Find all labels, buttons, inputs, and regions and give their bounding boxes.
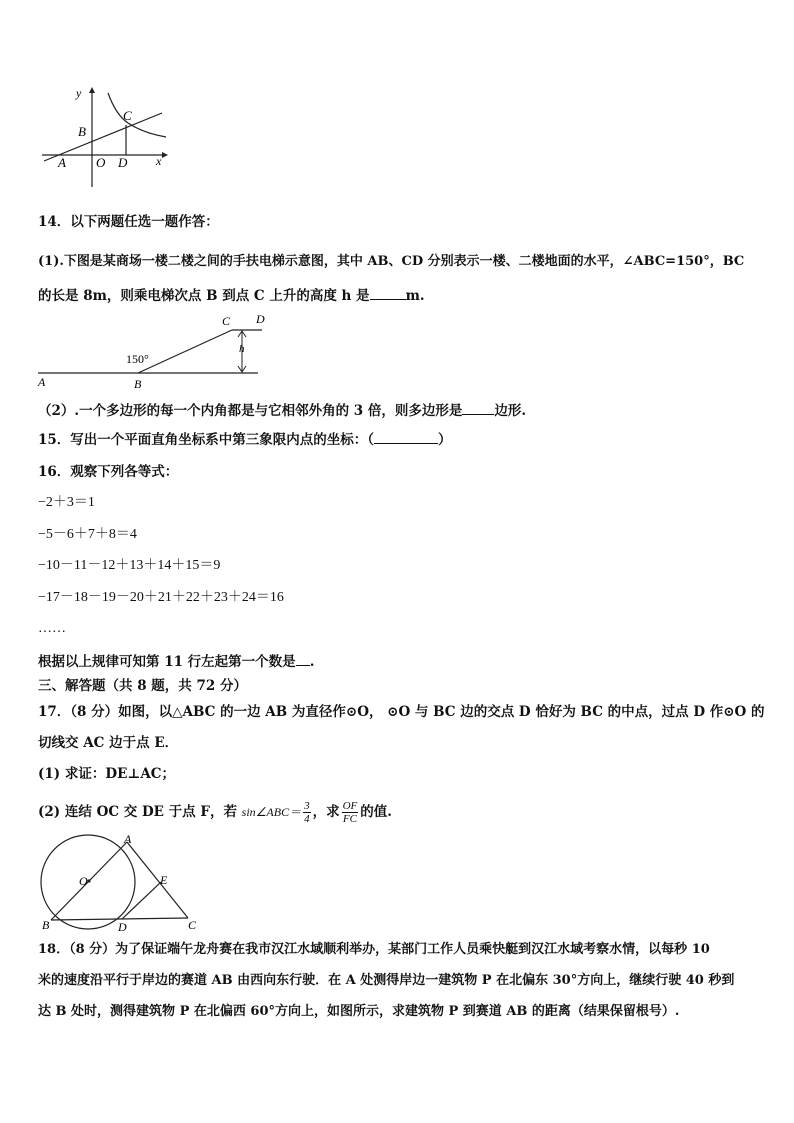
label-a: A bbox=[38, 375, 46, 389]
label-x: x bbox=[156, 154, 162, 168]
q16-eq1: −2＋3＝1 bbox=[38, 495, 95, 510]
label-c: C bbox=[123, 108, 132, 123]
q14-p1-line1: (1).下图是某商场一楼二楼之间的手扶电梯示意图，其中 AB、CD 分别表示一楼、二楼地面的水平，∠ABC=150°，BC bbox=[38, 254, 745, 269]
q16-eq3: −10－11－12＋13＋14＋15＝9 bbox=[38, 558, 221, 573]
q18-line2: 米的速度沿平行于岸边的赛道 AB 由西向东行驶．在 A 处测得岸边一建筑物 P 在北偏东 30°方向上，继续行驶 40 秒到 bbox=[38, 973, 735, 988]
q14-p2-text: （2）.一个多边形的每一个内角都是与它相邻外角的 3 倍，则多边形是 bbox=[38, 403, 463, 419]
q14-p2-end: 边形. bbox=[494, 403, 527, 419]
label-c: C bbox=[188, 918, 197, 932]
label-a: A bbox=[58, 155, 66, 170]
q18-line3: 达 B 处时，测得建筑物 P 在北偏西 60°方向上，如图所示，求建筑物 P 到赛道 AB 的距离（结果保留根号）. bbox=[38, 1004, 680, 1019]
q16-answer-blank[interactable] bbox=[296, 651, 310, 666]
q16-title: 16．观察下列各等式： bbox=[38, 464, 179, 480]
label-b: B bbox=[42, 918, 50, 932]
sin-expression: sin∠ABC＝ bbox=[241, 805, 302, 819]
label-e: E bbox=[160, 873, 168, 887]
label-o: O bbox=[79, 874, 88, 888]
label-h: h bbox=[239, 343, 245, 355]
label-y: y bbox=[76, 86, 82, 100]
q16-eq2: −5－6＋7＋8＝4 bbox=[38, 527, 137, 542]
escalator-bc bbox=[138, 330, 232, 373]
q17-part2-mid: ，求 bbox=[312, 804, 340, 820]
fraction-three-fourths bbox=[303, 800, 311, 825]
section-title: 三、解答题（共 8 题，共 72 分） bbox=[38, 678, 247, 694]
q14-answer-blank[interactable] bbox=[370, 285, 406, 300]
label-b: B bbox=[78, 124, 86, 139]
circle-triangle-figure bbox=[36, 832, 206, 934]
q15-text: 15．写出一个平面直角坐标系中第三象限内点的坐标：（ bbox=[38, 432, 375, 448]
q14-title: 14．以下两题任选一题作答： bbox=[38, 214, 219, 230]
q16-ask-text: 根据以上规律可知第 11 行左起第一个数是 bbox=[38, 654, 296, 670]
q14-p1-unit: m. bbox=[405, 288, 425, 304]
frac2-den: FC bbox=[342, 813, 357, 825]
q15-line bbox=[38, 430, 452, 449]
q15-answer-blank[interactable] bbox=[374, 430, 438, 444]
q16-eq4: −17－18－19－20＋21＋22＋23＋24＝16 bbox=[38, 590, 284, 605]
label-angle: 150° bbox=[126, 352, 149, 366]
q16-dots: …… bbox=[38, 621, 66, 636]
q17-line1: 17．（8 分）如图，以△ABC 的一边 AB 为直径作⊙O， ⊙O 与 BC 边的交点 D 恰好为 BC 的中点，过点 D 作⊙O 的 bbox=[38, 704, 765, 720]
label-d: D bbox=[118, 920, 127, 934]
q14-p1-text: 的长是 8m，则乘电梯次点 B 到点 C 上升的高度 h 是 bbox=[38, 288, 370, 304]
q14-p2-blank[interactable] bbox=[462, 400, 494, 415]
y-axis-arrow-icon bbox=[89, 87, 95, 93]
q16-ask-end: . bbox=[309, 654, 315, 670]
q17-part1: (1) 求证：DE⊥AC； bbox=[38, 766, 176, 782]
frac1-num: 3 bbox=[304, 800, 310, 812]
q17-part2 bbox=[38, 800, 392, 825]
q13-graph-figure bbox=[38, 85, 173, 190]
segment-ac bbox=[127, 842, 188, 918]
fraction-of-fc bbox=[342, 800, 359, 825]
x-axis-arrow-icon bbox=[162, 152, 168, 158]
q17-part2-end: 的值. bbox=[360, 804, 392, 820]
label-b: B bbox=[134, 377, 142, 390]
q17-line2: 切线交 AC 边于点 E． bbox=[38, 735, 179, 751]
q15-close: ） bbox=[438, 432, 452, 448]
q16-ask bbox=[38, 651, 314, 671]
frac2-num: OF bbox=[342, 800, 358, 812]
line-ab bbox=[44, 113, 162, 161]
label-a: A bbox=[124, 832, 132, 846]
q14-p1-line2 bbox=[38, 285, 425, 305]
center-point bbox=[87, 879, 90, 882]
label-d: D bbox=[118, 155, 128, 170]
label-d: D bbox=[256, 312, 265, 326]
label-c: C bbox=[222, 314, 231, 328]
q14-p2 bbox=[38, 400, 526, 420]
label-o: O bbox=[96, 155, 106, 170]
segment-de bbox=[122, 882, 161, 919]
q17-part2-text: (2) 连结 OC 交 DE 于点 F，若 bbox=[38, 804, 237, 820]
q18-line1: 18．（8 分）为了保证端午龙舟赛在我市汉江水域顺利举办，某部门工作人员乘快艇到汉江水域考察水情，以每秒 10 bbox=[38, 942, 710, 957]
frac1-den: 4 bbox=[304, 813, 310, 825]
escalator-figure bbox=[36, 310, 266, 390]
